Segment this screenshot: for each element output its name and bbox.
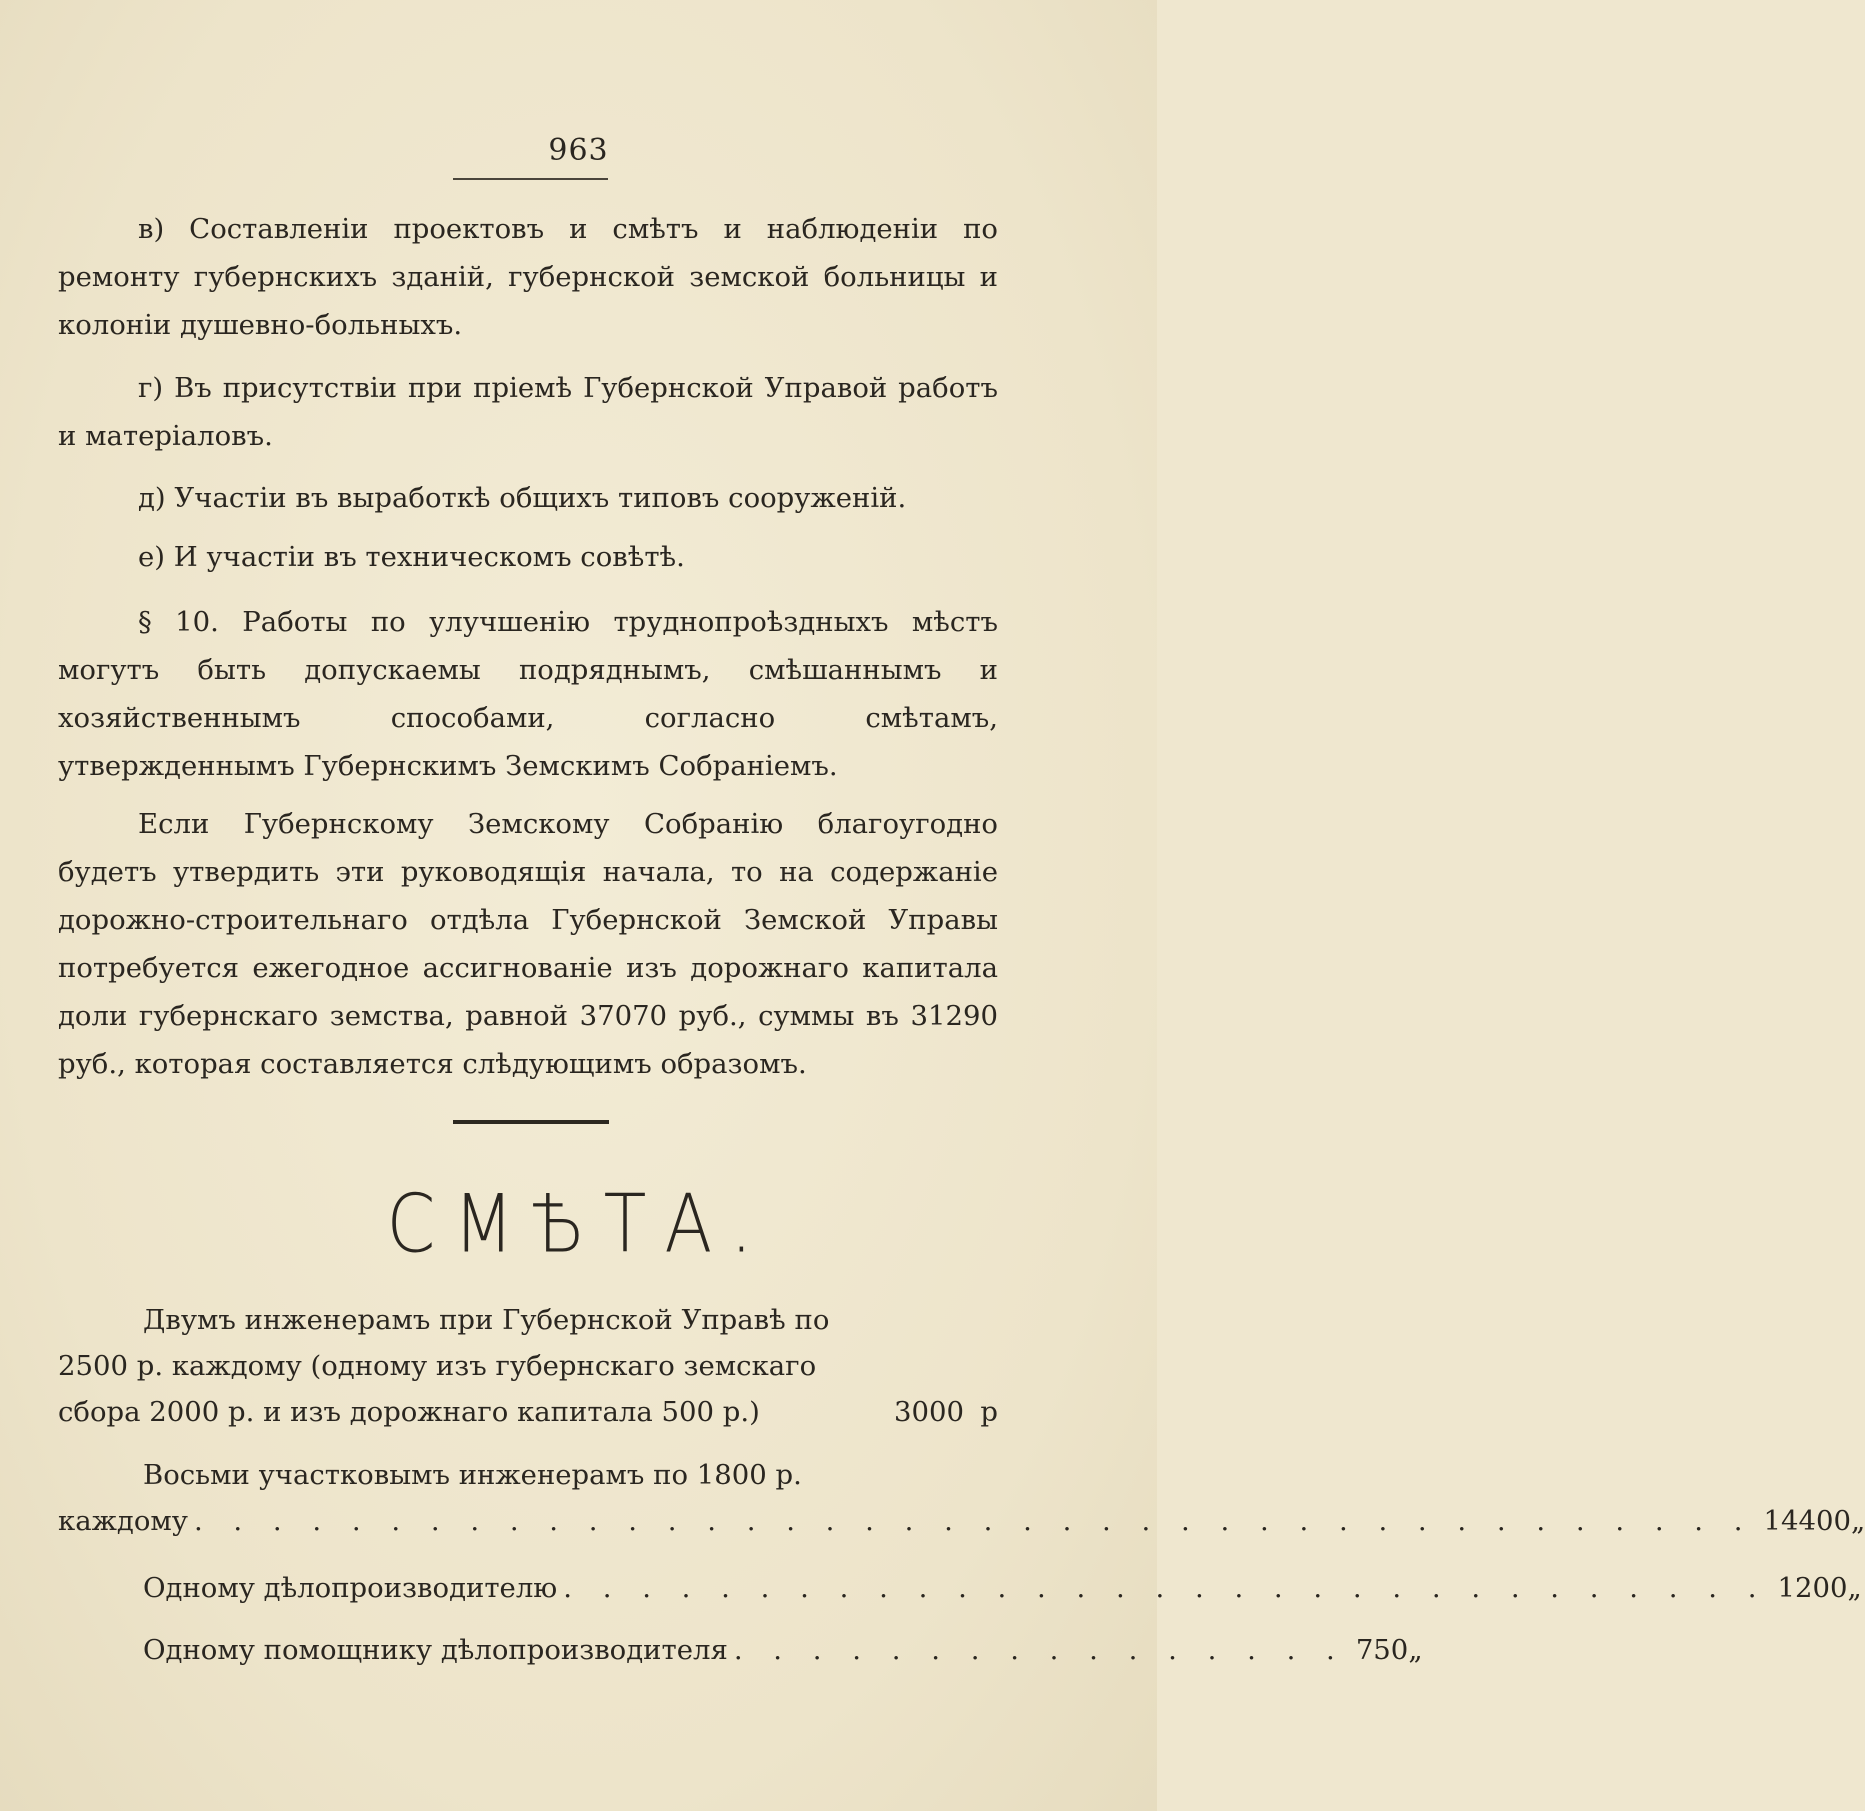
smeta-item-assistant-clerk <box>58 1627 1423 1673</box>
smeta-item-unit: „ <box>1851 1505 1865 1537</box>
smeta-item-engineers <box>58 1297 998 1435</box>
leader-dots: . . . . . . . . . . . . . . . . <box>733 1634 1346 1666</box>
leader-dots: . . . . . . . . . . . . . . . . . . . . . . . . . . . . . . . . . . . . . . . . <box>193 1505 1754 1537</box>
smeta-item-text: Одному дѣлопроизводителю <box>143 1572 558 1604</box>
smeta-item-unit: „ <box>1408 1634 1423 1666</box>
smeta-item-amount: 14400 <box>1763 1505 1852 1537</box>
smeta-item-clerk <box>58 1565 1862 1611</box>
paragraph-g: г) Въ присутствіи при пріемѣ Губернской Управой работъ и матеріаловъ. <box>58 372 998 452</box>
page-number: 963 <box>548 133 609 168</box>
leader-dots: . . . . . . . . . . . . . . . . . . . . . . . . . . . . . . . <box>563 1572 1768 1604</box>
smeta-item-text: Восьми участковымъ инженерамъ по 1800 р. <box>143 1459 802 1491</box>
smeta-item-text: Двумъ инженерамъ при Губернской Управѣ по <box>143 1304 830 1336</box>
paragraph-d: д) Участіи въ выработкѣ общихъ типовъ сооруженій. <box>138 482 907 514</box>
smeta-item-amount: 750 <box>1355 1634 1409 1666</box>
smeta-item-unit: р <box>980 1396 998 1428</box>
paragraph-v: в) Составленіи проектовъ и смѣтъ и наблюденіи по ремонту губернскихъ зданій, губернской земской больницы и колоніи душевно-больныхъ. <box>58 213 998 341</box>
smeta-item-text: каждому <box>58 1505 188 1537</box>
section-divider <box>453 1120 609 1124</box>
smeta-title: СМѢТА. <box>386 1176 771 1272</box>
smeta-item-text: сбора 2000 р. и изъ дорожнаго капитала 500 р.) <box>58 1396 760 1428</box>
smeta-item-amount: 1200 <box>1777 1572 1848 1604</box>
smeta-item-line <box>58 1498 1865 1544</box>
paragraph-section-10: § 10. Работы по улучшенію труднопроѣздныхъ мѣстъ могутъ быть допускаемы подряднымъ, смѣшаннымъ и хозяйственнымъ способами, согласно смѣтамъ, утвержденнымъ Губернскимъ Земскимъ Собраніемъ. <box>58 606 998 782</box>
smeta-item-line <box>58 1627 1423 1673</box>
paragraph-e: е) И участіи въ техническомъ совѣтѣ. <box>138 541 685 573</box>
smeta-item-text: Одному помощнику дѣлопроизводителя <box>143 1634 728 1666</box>
smeta-item-text: 2500 р. каждому (одному изъ губернскаго земскаго <box>58 1350 817 1382</box>
smeta-item-amount: 3000 <box>894 1396 964 1428</box>
paragraph-esli: Если Губернскому Земскому Собранію благоугодно будетъ утвердить эти руководящія начала, то на содержаніе дорожно-строительнаго отдѣла Губернской Земской Управы потребуется ежегодное ассигнованіе изъ дорожнаго капитала доли губернскаго земства, равной 37070 руб., суммы въ 31290 руб., которая составляется слѣдующимъ образомъ. <box>58 808 998 1080</box>
smeta-item-unit: „ <box>1847 1572 1862 1604</box>
smeta-item-line <box>58 1389 998 1435</box>
page-number-rule <box>453 178 608 180</box>
smeta-item-district-engineers <box>58 1452 1865 1544</box>
smeta-item-line <box>58 1343 998 1389</box>
smeta-item-line <box>58 1452 998 1498</box>
smeta-item-line <box>58 1565 1862 1611</box>
smeta-item-line <box>58 1297 998 1343</box>
